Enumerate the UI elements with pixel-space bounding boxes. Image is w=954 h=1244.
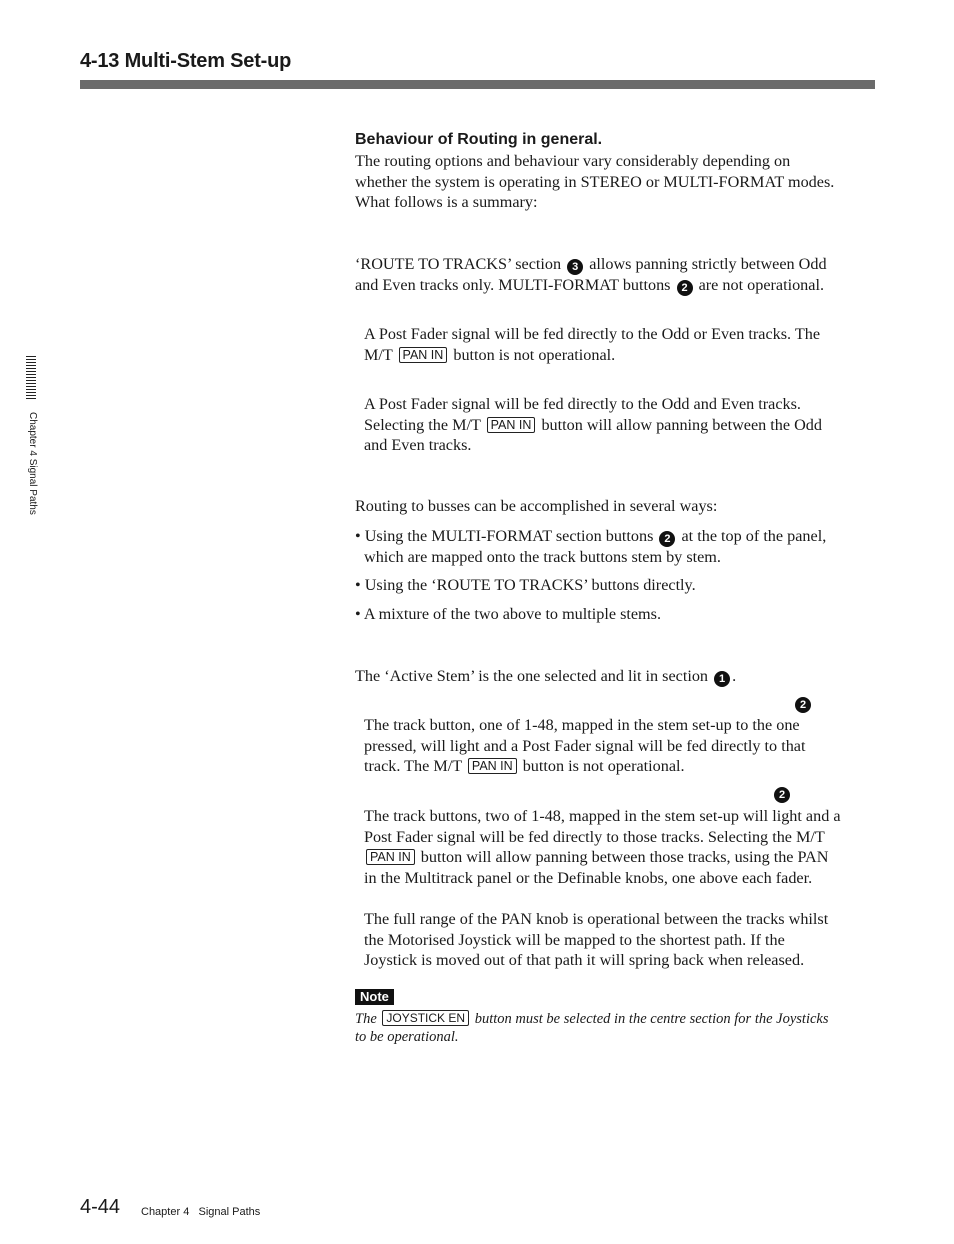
text: pressed, will light and a Post Fader signal will be fed directly to that: [364, 736, 806, 755]
pan-in-key-label: PAN IN: [487, 417, 536, 433]
text: • Using the MULTI-FORMAT section buttons: [355, 527, 654, 545]
stereo-paragraph-3: [364, 394, 822, 456]
footer-chapter-label: Chapter 4 Signal Paths: [141, 1206, 261, 1218]
note-text: [355, 1010, 875, 1046]
pan-in-key-label: PAN IN: [366, 849, 415, 865]
bullet-item: [355, 526, 826, 568]
text: ‘ROUTE TO TRACKS’ section: [355, 255, 562, 273]
stereo-paragraph-2: [364, 324, 820, 365]
text: The track button, one of 1-48, mapped in the stem set-up to the one: [364, 716, 800, 734]
text: Selecting the M/T: [364, 415, 481, 434]
bullet-item: • Using the ‘ROUTE TO TRACKS’ buttons directly.: [355, 576, 696, 594]
text: button is not operational.: [453, 345, 616, 364]
text: A Post Fader signal will be fed directly to the Odd and Even tracks.: [364, 395, 801, 413]
multi-paragraph-2: [355, 666, 736, 687]
text: The: [355, 1011, 377, 1027]
text: The ‘Active Stem’ is the one selected and lit in section: [355, 667, 709, 685]
text: and Even tracks.: [364, 436, 472, 454]
text: button must be selected in the centre section for the Joysticks: [474, 1011, 829, 1027]
text: button will allow panning between those tracks, using the PAN: [420, 848, 829, 866]
multi-paragraph-4: [364, 806, 841, 888]
text: Joystick is moved out of that path it will spring back when released.: [364, 951, 805, 969]
text: .: [732, 667, 737, 685]
multi-paragraph-1: Routing to busses can be accomplished in several ways:: [355, 497, 718, 515]
callout-number: 1: [714, 671, 730, 687]
title-rule: [80, 80, 875, 89]
text: The track buttons, two of 1-48, mapped in the stem set-up will light and a: [364, 807, 841, 825]
text: Post Fader signal will be fed directly to those tracks. Selecting the M/T: [364, 827, 825, 846]
intro-line: What follows is a summary:: [355, 193, 538, 211]
text: button will allow panning between the Odd: [541, 415, 822, 434]
callout-number: 3: [567, 259, 583, 275]
stereo-paragraph-1: [355, 254, 827, 296]
text: A Post Fader signal will be fed directly to the Odd or Even tracks. The: [364, 325, 820, 343]
chapter-side-label: Chapter 4 Signal Paths: [27, 412, 38, 515]
text: track. The M/T: [364, 757, 462, 775]
callout-number: 2: [774, 787, 790, 803]
text: and Even tracks only. MULTI-FORMAT buttons: [355, 276, 671, 294]
page-number: 4-44: [80, 1196, 121, 1218]
intro-paragraph: [355, 151, 834, 213]
text: are not operational.: [698, 276, 824, 294]
text: to be operational.: [355, 1029, 459, 1045]
subhead-routing: Behaviour of Routing in general.: [355, 131, 603, 148]
pan-in-key-label: PAN IN: [468, 758, 517, 774]
note-badge: Note: [355, 989, 394, 1005]
text: allows panning strictly between Odd: [589, 255, 827, 273]
section-title: 4-13 Multi-Stem Set-up: [80, 50, 292, 72]
chapter-tab-marker: [26, 356, 36, 400]
bullet-item: • A mixture of the two above to multiple stems.: [355, 605, 661, 623]
text: button is not operational.: [522, 757, 685, 775]
text: which are mapped onto the track buttons stem by stem.: [364, 548, 721, 566]
intro-line: The routing options and behaviour vary considerably depending on: [355, 152, 791, 170]
text: in the Multitrack panel or the Definable knobs, one above each fader.: [364, 868, 813, 887]
callout-number: 2: [795, 697, 811, 713]
intro-line: whether the system is operating in STEREO or MULTI-FORMAT modes.: [355, 172, 835, 191]
callout-number: 2: [677, 280, 693, 296]
pan-in-key-label: PAN IN: [399, 347, 448, 363]
text: at the top of the panel,: [681, 527, 827, 545]
callout-number: 2: [659, 531, 675, 547]
multi-paragraph-5: [364, 909, 828, 971]
multi-paragraph-3: [364, 715, 805, 777]
text: M/T: [364, 345, 393, 364]
text: the Motorised Joystick will be mapped to the shortest path. If the: [364, 930, 785, 949]
joystick-en-key-label: JOYSTICK EN: [382, 1010, 469, 1026]
text: The full range of the PAN knob is operational between the tracks whilst: [364, 910, 829, 928]
